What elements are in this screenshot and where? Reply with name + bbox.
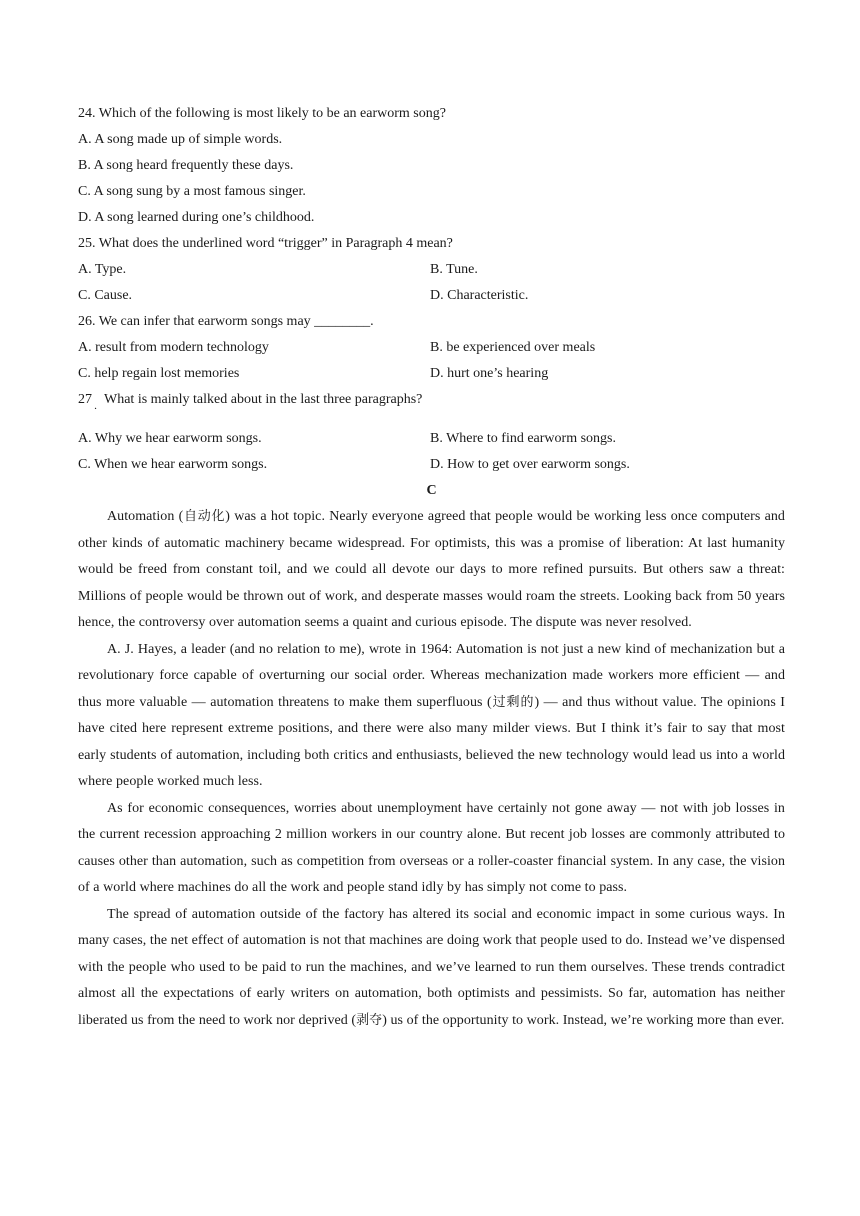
question-27-text: What is mainly talked about in the last three paragraphs? xyxy=(104,392,423,407)
question-27-number: 27 xyxy=(78,392,92,407)
question-26-stem: 26. We can infer that earworm songs may ________. xyxy=(78,314,374,329)
exam-page xyxy=(78,101,785,1034)
question-25-options-row-2 xyxy=(78,283,785,309)
question-24-option-d: D. A song learned during one’s childhood. xyxy=(78,210,315,225)
question-24-stem: 24. Which of the following is most likely to be an earworm song? xyxy=(78,106,446,121)
question-26-option-d: D. hurt one’s hearing xyxy=(430,366,549,381)
question-26-options-row-2 xyxy=(78,361,785,387)
paragraph-4-text-end: ) us of the opportunity to work. Instead, we’re working more than ever. xyxy=(382,1012,785,1028)
question-27-option-d: D. How to get over earworm songs. xyxy=(430,457,630,472)
question-27-options-row-1 xyxy=(78,426,785,452)
question-27-options-row-2 xyxy=(78,452,785,478)
question-26-options-row-1 xyxy=(78,335,785,361)
question-25-option-d: D. Characteristic. xyxy=(430,288,529,303)
question-25-option-a: A. Type. xyxy=(78,262,127,277)
paragraph-2-text-start: A. J. Hayes, a leader (and no relation to me), wrote in 1964: Automation is not just a new kind of mechanization but a revolutionary force capable of overturning our social order. Whereas mechanization made workers more efficient — and thus more valuable — automation threatens to make them superfluous ( xyxy=(78,641,785,710)
paragraph-2-text-end: ) — and thus without value. The opinions I have cited here represent extreme positions, and there were also many milder views. But I think it’s fair to say that most early students of automation, including both critics and enthusiasts, believed the new technology would lead us into a world where people worked much less. xyxy=(78,694,785,789)
question-25-option-b: B. Tune. xyxy=(430,262,478,277)
paragraph-1-chinese-gloss: 自动化 xyxy=(183,509,226,524)
question-25-option-c: C. Cause. xyxy=(78,288,133,303)
paragraph-1-text-end: ) was a hot topic. Nearly everyone agreed that people would be working less once computers and other kinds of automatic machinery became widespread. For optimists, this was a promise of liberation: At last humanity would be freed from constant toil, and we could all devote our days to more refined pursuits. But others saw a threat: Millions of people would be thrown out of work, and desperate masses would roam the streets. Looking back from 50 years hence, the controversy over automation seems a quaint and curious episode. The dispute was never resolved. xyxy=(78,509,785,630)
question-24-option-b: B. A song heard frequently these days. xyxy=(78,158,294,173)
question-26-option-b: B. be experienced over meals xyxy=(430,340,596,355)
section-heading: C xyxy=(426,483,437,498)
passage-paragraph-2 xyxy=(78,637,785,796)
question-27-option-c: C. When we hear earworm songs. xyxy=(78,457,268,472)
question-24-option-c: C. A song sung by a most famous singer. xyxy=(78,184,306,199)
passage-paragraph-1 xyxy=(78,504,785,637)
question-24-option-a: A. A song made up of simple words. xyxy=(78,132,283,147)
paragraph-4-chinese-gloss: 剥夺 xyxy=(356,1012,383,1028)
question-25-options-row-1 xyxy=(78,257,785,283)
passage-paragraph-4 xyxy=(78,902,785,1035)
paragraph-1-text-start: Automation ( xyxy=(107,509,184,524)
question-27-option-b: B. Where to find earworm songs. xyxy=(430,431,616,446)
question-27-option-a: A. Why we hear earworm songs. xyxy=(78,431,262,446)
question-26-option-c: C. help regain lost memories xyxy=(78,366,240,381)
paragraph-4-text-start: The spread of automation outside of the factory has altered its social and economic impact in some curious ways. In many cases, the net effect of automation is not that machines are doing work that people used to do. Instead we’ve dispensed with the people who used to be paid to run the machines, and we’ve learned to run them ourselves. These trends contradict almost all the expectations of early writers on automation, both optimists and pessimists. So far, automation has neither liberated us from the need to work nor deprived ( xyxy=(78,906,785,1028)
question-27-dot: ． xyxy=(94,401,104,412)
passage-paragraph-3: As for economic consequences, worries about unemployment have certainly not gone away — not with job losses in the current recession approaching 2 million workers in our country alone. But recent job losses are commonly attributed to causes other than automation, such as competition from overseas or a roller-coaster financial system. In any case, the vision of a world where machines do all the work and people stand idly by has simply not come to pass. xyxy=(78,800,785,895)
question-25-stem: 25. What does the underlined word “trigger” in Paragraph 4 mean? xyxy=(78,236,453,251)
question-26-option-a: A. result from modern technology xyxy=(78,340,269,355)
paragraph-2-chinese-gloss: 过剩的 xyxy=(491,694,535,710)
question-27-stem xyxy=(78,387,785,426)
